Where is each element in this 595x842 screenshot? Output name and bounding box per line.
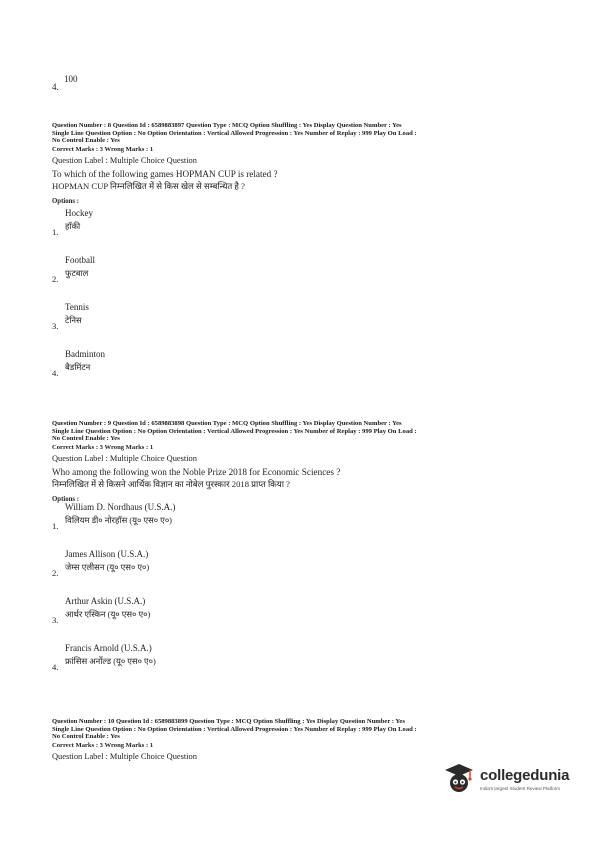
option-item[interactable] bbox=[52, 300, 552, 347]
option-text-hindi: फुटबाल bbox=[65, 268, 89, 278]
marks-line: Correct Marks : 3 Wrong Marks : 1 bbox=[52, 741, 154, 749]
question-block-10 bbox=[52, 718, 552, 762]
option-text-hindi: आर्थर एस्किन (यू० एस० ए०) bbox=[65, 609, 151, 619]
option-number: 2. bbox=[52, 567, 59, 578]
option-number: 3. bbox=[52, 614, 59, 625]
question-text-english: To which of the following games HOPMAN CUP is related ? bbox=[52, 168, 278, 179]
option-number: 4. bbox=[52, 661, 59, 672]
question-meta-line: Single Line Question Option : No Option Orientation : Vertical Allowed Progression : Yes Number of Replay : 999 Play On Load : bbox=[52, 129, 417, 137]
option-text-english: James Allison (U.S.A.) bbox=[65, 548, 149, 559]
question-meta-line: Question Number : 9 Question Id : 6589883898 Question Type : MCQ Option Shuffling : Yes Display Question Number : Yes bbox=[52, 420, 402, 427]
option-number: 1. bbox=[52, 226, 59, 237]
option-text-hindi: हॉकी bbox=[65, 221, 81, 231]
option-text-hindi: फ्रांसिस अर्नोल्ड (यू० एस० ए०) bbox=[65, 656, 156, 666]
option-value: 100 bbox=[64, 74, 78, 84]
option-text-hindi: जेम्स एलीसन (यू० एस० ए०) bbox=[65, 562, 150, 572]
option-number: 4. bbox=[52, 82, 59, 92]
option-item[interactable] bbox=[52, 594, 552, 641]
question-label: Question Label : Multiple Choice Question bbox=[52, 453, 197, 463]
option-text-hindi: टेनिस bbox=[65, 315, 82, 325]
question-meta-line: No Control Enable : Yes bbox=[52, 137, 120, 145]
option-text-english: Hockey bbox=[65, 207, 93, 218]
collegedunia-logo bbox=[442, 760, 582, 800]
options-heading: Options : bbox=[52, 495, 80, 503]
question-meta-line: No Control Enable : Yes bbox=[52, 435, 120, 443]
option-number: 2. bbox=[52, 273, 59, 284]
question-meta-line: Single Line Question Option : No Option Orientation : Vertical Allowed Progression : Yes Number of Replay : 999 Play On Load : bbox=[52, 725, 417, 733]
question-text-english: Who among the following won the Noble Prize 2018 for Economic Sciences ? bbox=[52, 466, 341, 477]
option-text-hindi: विलियम डी० नोरहॉस (यू० एस० ए०) bbox=[65, 515, 172, 525]
option-number: 3. bbox=[52, 320, 59, 331]
option-number: 4. bbox=[52, 367, 59, 378]
option-item[interactable] bbox=[52, 253, 552, 300]
option-text-english: Badminton bbox=[65, 348, 105, 359]
question-block-8 bbox=[52, 122, 552, 394]
options-list bbox=[52, 500, 552, 688]
question-text-hindi: HOPMAN CUP निम्नलिखित में से किस खेल से सम्बन्धित है ? bbox=[52, 180, 245, 191]
question-meta-line: Single Line Question Option : No Option Orientation : Vertical Allowed Progression : Yes Number of Replay : 999 Play On Load : bbox=[52, 427, 417, 435]
option-number: 1. bbox=[52, 520, 59, 531]
option-text-english: Arthur Askin (U.S.A.) bbox=[65, 595, 146, 606]
question-meta-line: No Control Enable : Yes bbox=[52, 733, 120, 741]
question-meta-line: Question Number : 10 Question Id : 6589883899 Question Type : MCQ Option Shuffling : Yes Display Question Number : Yes bbox=[52, 718, 405, 725]
option-item[interactable] bbox=[52, 641, 552, 688]
option-text-english: Francis Arnold (U.S.A.) bbox=[65, 642, 152, 653]
question-label: Question Label : Multiple Choice Question bbox=[52, 155, 197, 165]
option-item[interactable] bbox=[52, 347, 552, 394]
marks-line: Correct Marks : 3 Wrong Marks : 1 bbox=[52, 145, 154, 153]
question-meta-line: Question Number : 8 Question Id : 6589883897 Question Type : MCQ Option Shuffling : Yes Display Question Number : Yes bbox=[52, 122, 402, 129]
option-text-english: Football bbox=[65, 254, 96, 265]
logo-wordmark: collegedunia bbox=[480, 767, 570, 784]
marks-line: Correct Marks : 3 Wrong Marks : 1 bbox=[52, 443, 154, 451]
option-item[interactable] bbox=[52, 206, 552, 253]
question-block-9 bbox=[52, 420, 552, 688]
option-text-english: William D. Nordhaus (U.S.A.) bbox=[65, 501, 176, 512]
options-list bbox=[52, 206, 552, 394]
option-item[interactable] bbox=[52, 547, 552, 594]
option-item[interactable] bbox=[52, 500, 552, 547]
question-label: Question Label : Multiple Choice Question bbox=[52, 751, 197, 761]
logo-tagline: India's largest Student Review Platform bbox=[480, 786, 561, 791]
question-text-hindi: निम्नलिखित में से किसने आर्थिक विज्ञान का नोबेल पुरस्कार 2018 प्राप्त किया ? bbox=[52, 478, 290, 489]
option-text-hindi: बैडमिंटन bbox=[65, 362, 91, 372]
options-heading: Options : bbox=[52, 197, 80, 205]
graduation-mascot-icon bbox=[442, 762, 476, 796]
option-text-english: Tennis bbox=[65, 301, 89, 312]
